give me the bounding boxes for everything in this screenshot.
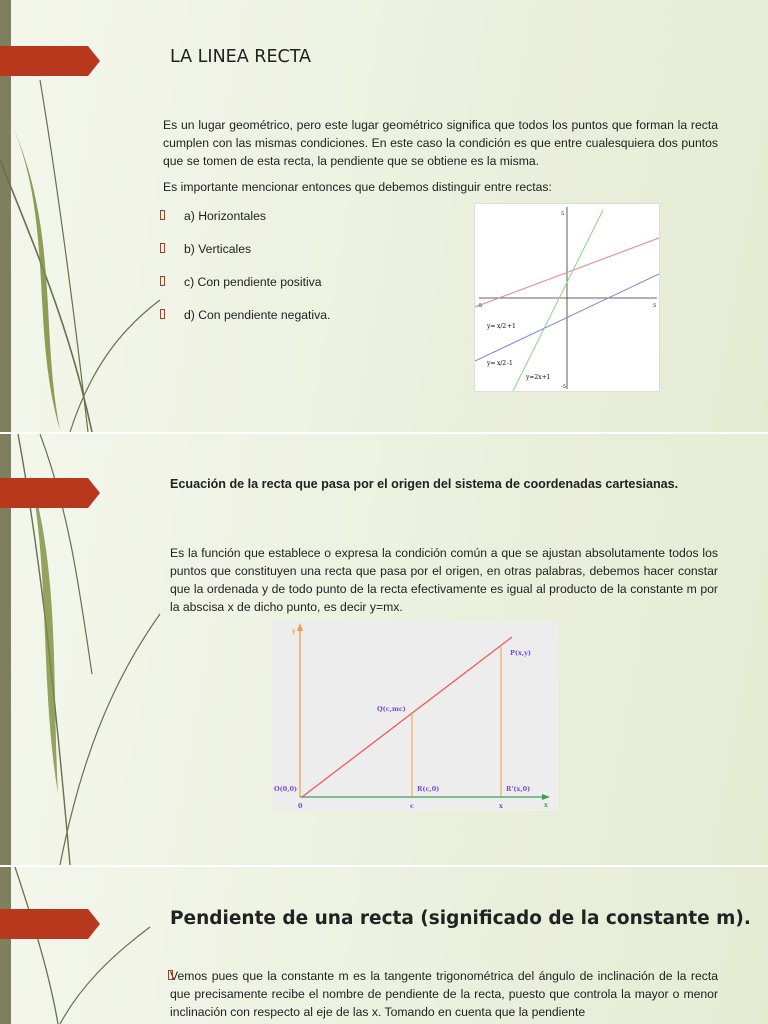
tick-label: -5 (477, 303, 482, 309)
point-r2-label: R'(x,0) (506, 785, 531, 793)
distinguish-paragraph: Es importante mencionar entonces que debemos distinguir entre rectas: (163, 180, 552, 194)
slope-paragraph: Vemos pues que la constante m es la tangente trigonométrica del ángulo de inclinación de la recta que precisamente recibe el nombre de pendiente de la recta, puesto que controla la mayor o menor inclinación con respecto al eje de las x. Tomando en cuenta que la pendiente (170, 969, 718, 1019)
svg-text:y=: y= (487, 323, 496, 330)
x-axis-label: x (544, 801, 548, 809)
x-axis-arrow-icon (542, 794, 550, 800)
tick-label: c (410, 802, 414, 810)
svg-text:y=: y= (487, 360, 496, 367)
bullet-icon (160, 210, 165, 220)
bullet-icon (160, 276, 165, 286)
blue-line-label (486, 360, 513, 367)
list-item: c) Con pendiente positiva (160, 275, 330, 308)
section-arrow (0, 478, 100, 508)
green-line-label: y=2x+1 (526, 374, 551, 381)
origin-line-graph (272, 621, 558, 811)
page-title: LA LINEA RECTA (170, 47, 312, 67)
section-arrow (0, 909, 100, 939)
svg-text:-1: -1 (507, 360, 513, 367)
list-item: b) Verticales (160, 242, 330, 275)
point-r-label: R(c,0) (417, 785, 440, 793)
leaf-decoration (0, 867, 180, 1024)
tick-label: 0 (298, 802, 303, 810)
slope-title: Pendiente de una recta (significado de la constante m). (170, 908, 751, 929)
y-axis-label: y (292, 627, 296, 635)
svg-text:+1: +1 (507, 323, 516, 330)
point-q-label: Q(c,mc) (377, 705, 406, 713)
y-axis-arrow-icon (297, 623, 303, 631)
line-types-list (160, 209, 330, 341)
red-line-label (486, 323, 516, 330)
lines-graph (474, 203, 660, 392)
line-y-mx (302, 637, 512, 797)
tick-label: 5 (561, 211, 565, 217)
tick-label: 5 (653, 303, 657, 309)
svg-text:x/2: x/2 (497, 323, 507, 330)
svg-text:x/2: x/2 (497, 360, 507, 367)
bullet-icon (168, 970, 173, 980)
title-arrow (0, 46, 100, 76)
origin-line-paragraph: Es la función que establece o expresa la condición común a que se ajustan absolutamente todos los puntos que constituyen una recta que pasa por el origen, en otras palabras, debemos hacer constar que la ordenada y de todo punto de la recta efectivamente es igual al producto de la constante m por la abscisa x de dicho punto, es decir y=mx. (170, 546, 718, 614)
green-line (513, 210, 603, 391)
bullet-icon (160, 309, 165, 319)
intro-paragraph: Es un lugar geométrico, pero este lugar geométrico significa que todos los puntos que forman la recta cumplen con las mismas condiciones. En este caso la condición es que entre cualesquiera dos puntos que se tomen de esta recta, la pendiente que se obtiene es la misma. (163, 118, 718, 168)
tick-label: x (499, 802, 503, 810)
list-item: a) Horizontales (160, 209, 330, 242)
slide-1 (0, 0, 768, 432)
tick-label: -5 (561, 384, 566, 390)
point-p-label: P(x,y) (510, 649, 531, 657)
section-heading: Ecuación de la recta que pasa por el origen del sistema de coordenadas cartesianas. (170, 477, 679, 491)
bullet-icon (160, 243, 165, 253)
origin-label: O(0,0) (274, 785, 298, 793)
list-item: d) Con pendiente negativa. (160, 308, 330, 341)
